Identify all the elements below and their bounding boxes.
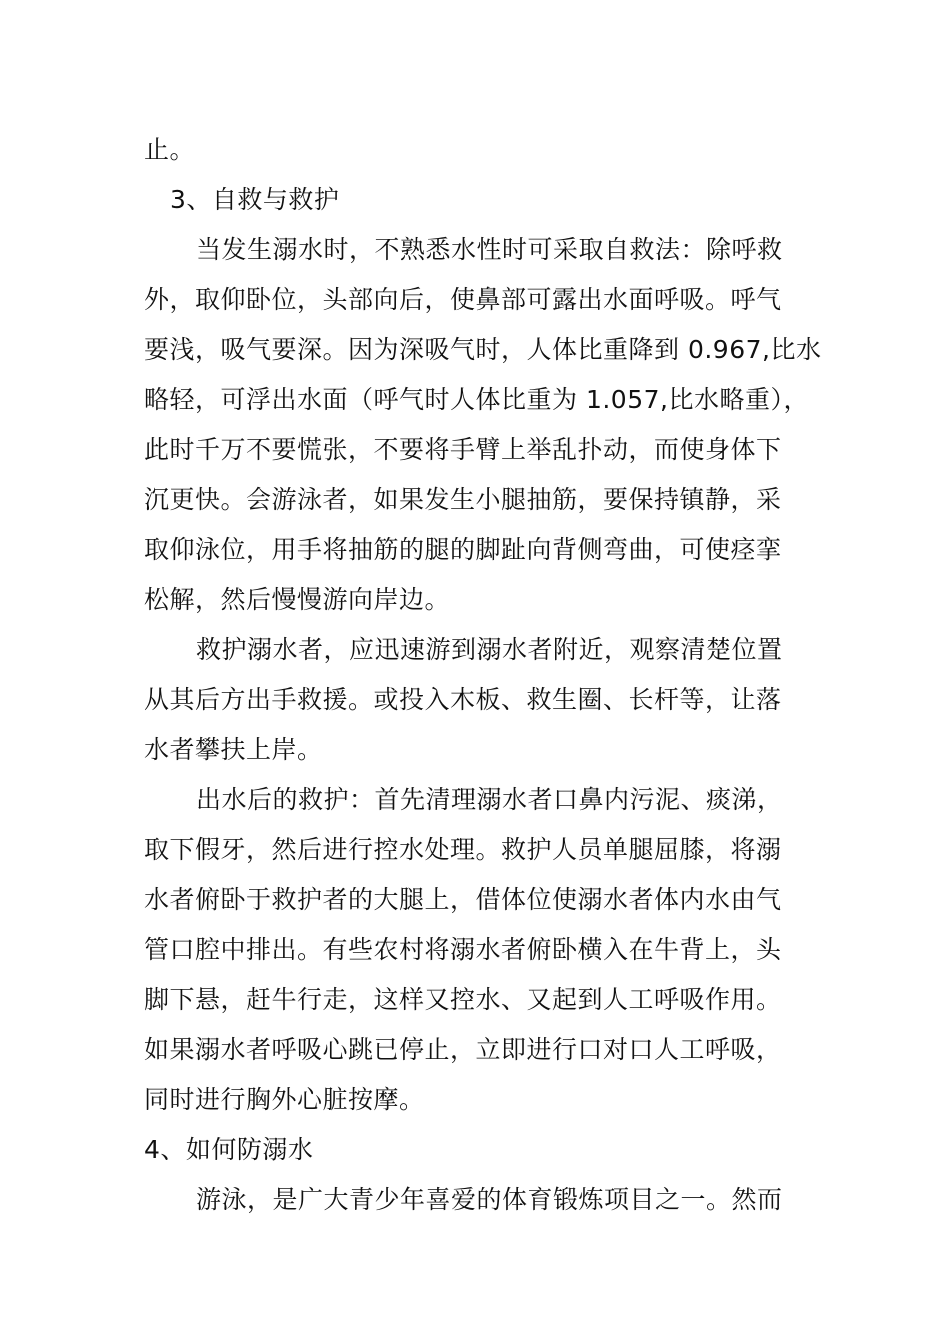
text-line: 管口腔中排出。有些农村将溺水者俯卧横入在牛背上，头	[144, 935, 782, 964]
text-line: 此时千万不要慌张，不要将手臂上举乱扑动，而使身体下	[144, 435, 782, 464]
text-line: 如果溺水者呼吸心跳已停止，立即进行口对口人工呼吸，	[144, 1035, 782, 1064]
text-line: 水者攀扶上岸。	[144, 735, 323, 764]
text-line: 取仰泳位，用手将抽筋的腿的脚趾向背侧弯曲，可使痉挛	[144, 535, 782, 564]
paragraph-first-line: 出水后的救护：首先清理溺水者口鼻内污泥、痰涕，	[196, 785, 783, 814]
text-line: 止。	[144, 135, 196, 164]
text-line: 从其后方出手救援。或投入木板、救生圈、长杆等，让落	[144, 685, 782, 714]
paragraph-first-line: 游泳，是广大青少年喜爱的体育锻炼项目之一。然而	[196, 1185, 783, 1214]
text-line: 要浅，吸气要深。因为深吸气时，人体比重降到 0.967,比水	[144, 335, 822, 364]
text-line: 松解，然后慢慢游向岸边。	[144, 585, 451, 614]
paragraph-first-line: 当发生溺水时，不熟悉水性时可采取自救法：除呼救	[196, 235, 783, 264]
text-line: 取下假牙，然后进行控水处理。救护人员单腿屈膝，将溺	[144, 835, 782, 864]
section-heading: 3、自救与救护	[170, 185, 340, 214]
text-line: 同时进行胸外心脏按摩。	[144, 1085, 425, 1114]
text-line: 外，取仰卧位，头部向后，使鼻部可露出水面呼吸。呼气	[144, 285, 782, 314]
section-heading: 4、如何防溺水	[144, 1135, 314, 1164]
text-line: 略轻，可浮出水面（呼气时人体比重为 1.057,比水略重），	[144, 385, 809, 414]
paragraph-first-line: 救护溺水者，应迅速游到溺水者附近，观察清楚位置	[196, 635, 783, 664]
text-line: 脚下悬，赶牛行走，这样又控水、又起到人工呼吸作用。	[144, 985, 782, 1014]
text-line: 沉更快。会游泳者，如果发生小腿抽筋，要保持镇静，采	[144, 485, 782, 514]
text-line: 水者俯卧于救护者的大腿上，借体位使溺水者体内水由气	[144, 885, 782, 914]
